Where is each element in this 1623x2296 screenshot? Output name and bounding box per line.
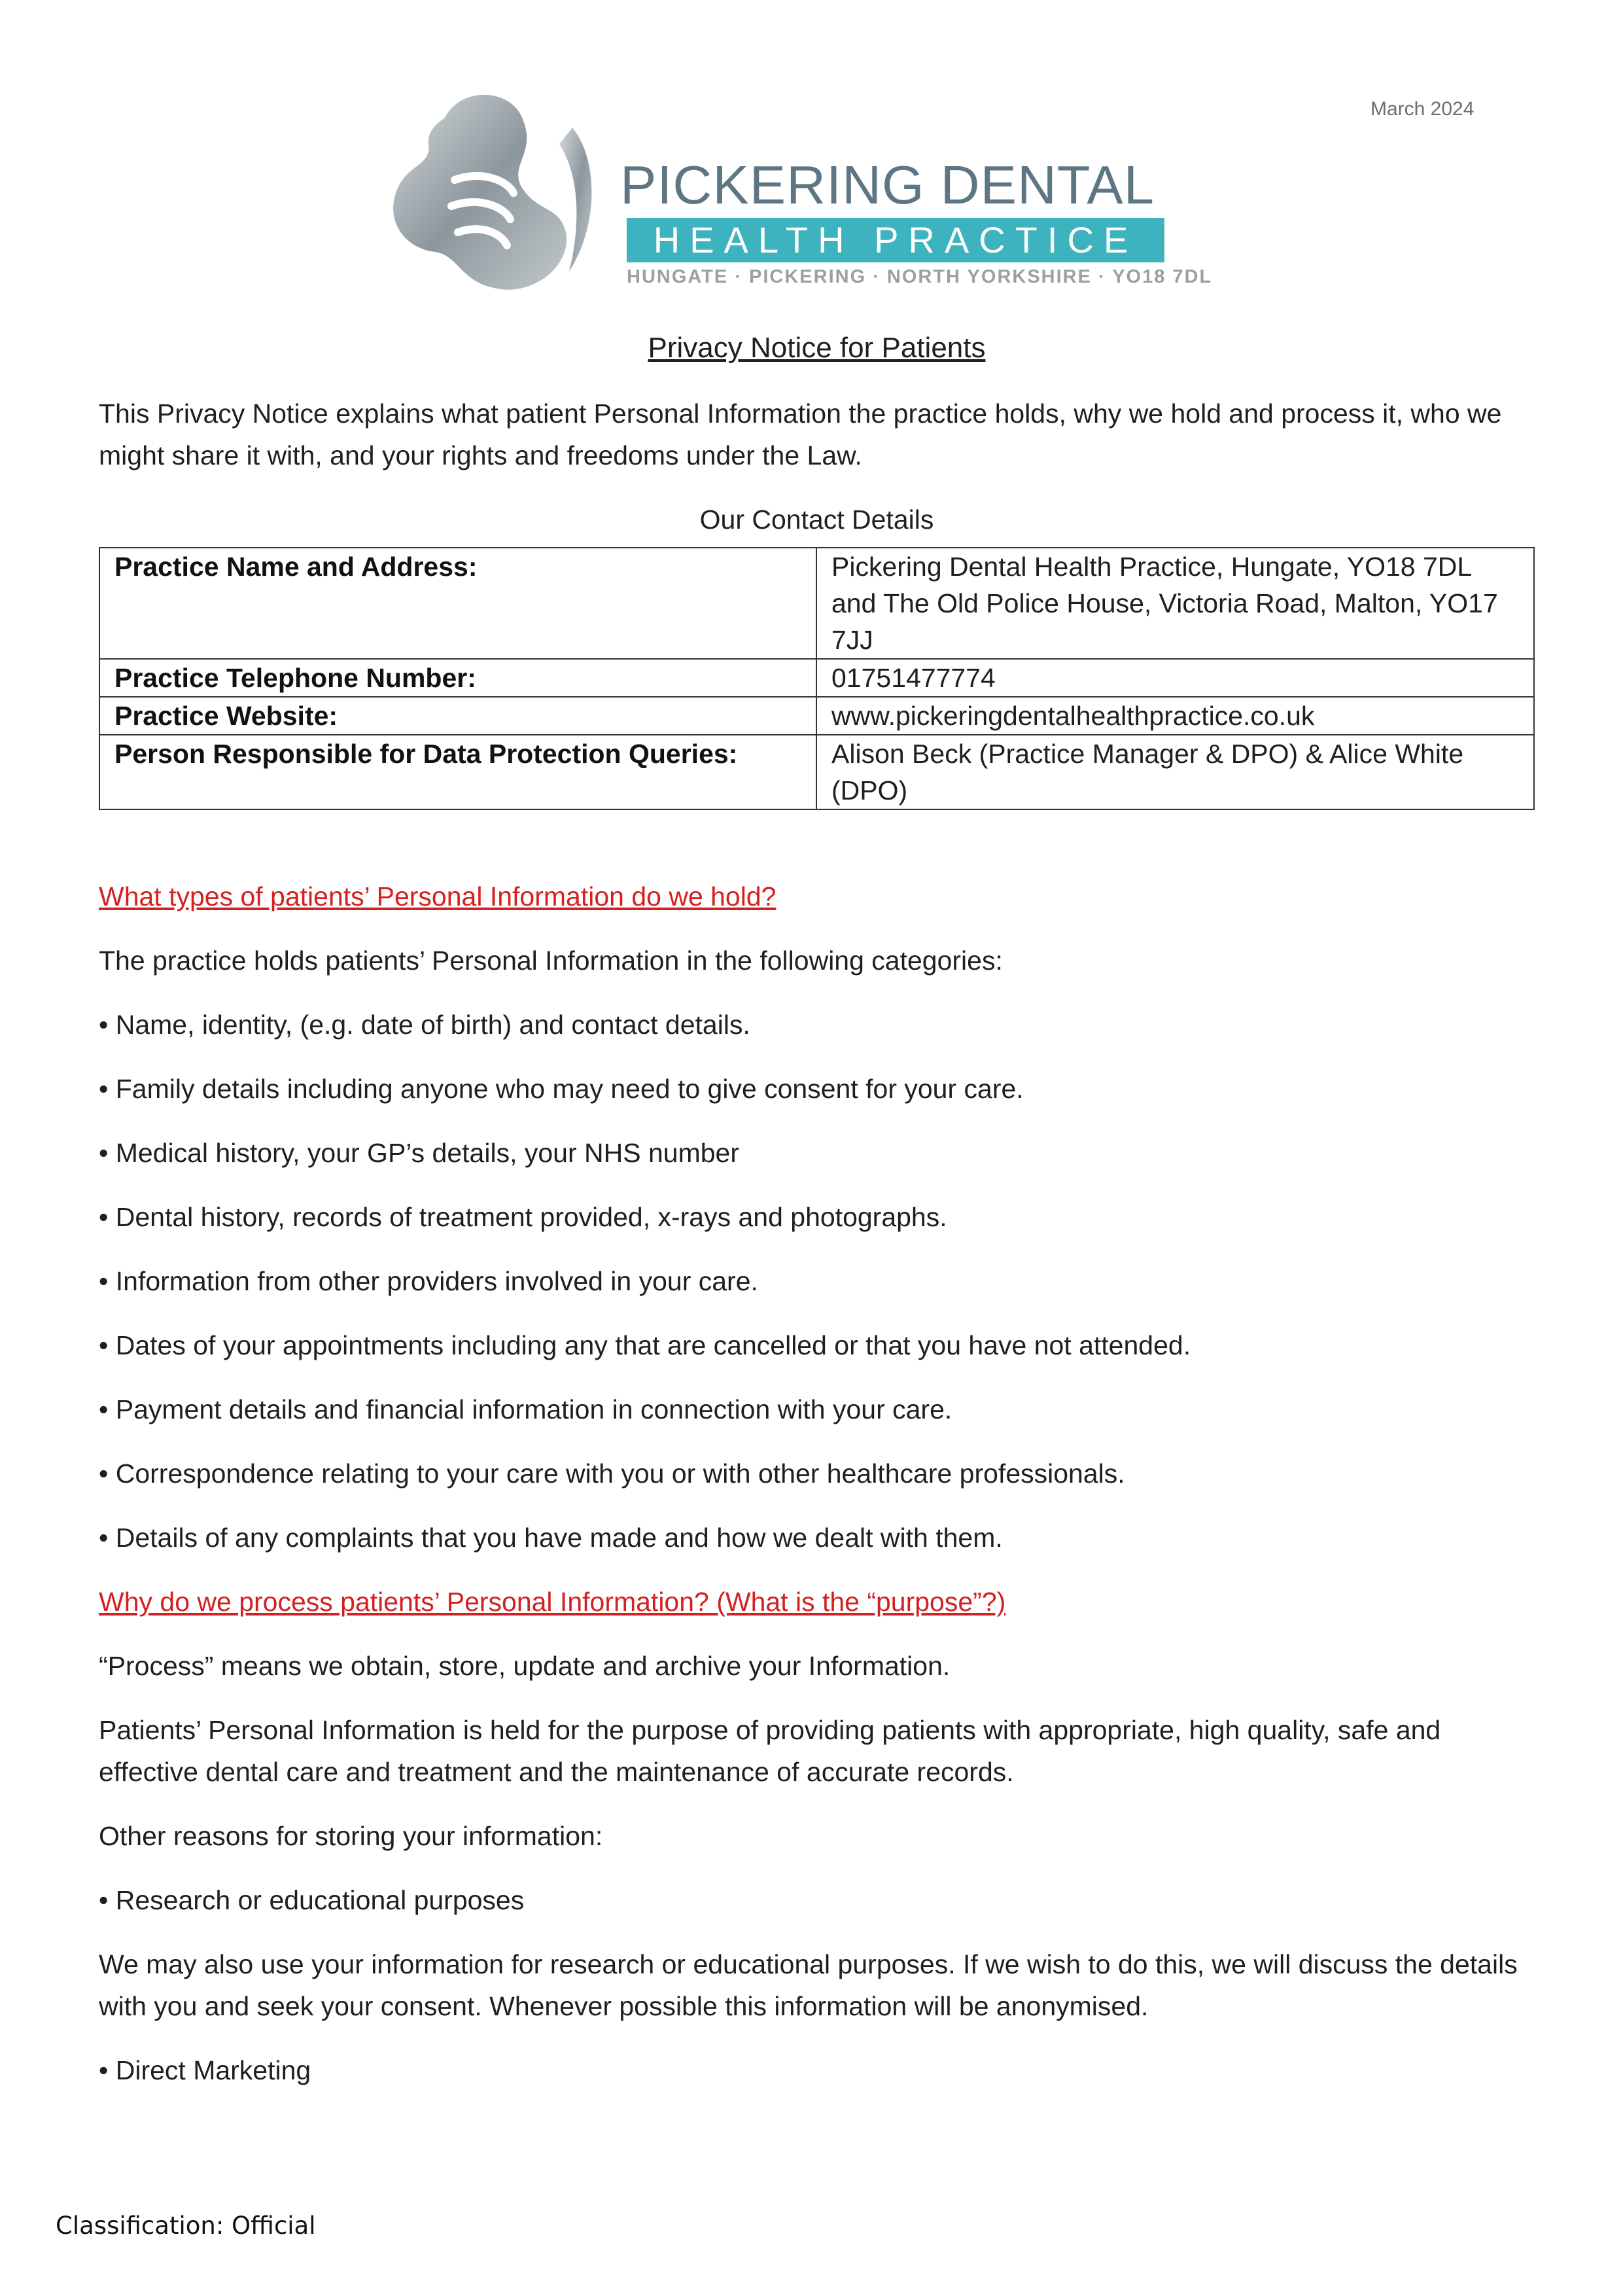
list-item: • Information from other providers involved in your care. <box>99 1266 758 1296</box>
section-intro: The practice holds patients’ Personal Information in the following categories: <box>99 945 1003 976</box>
list-item: • Correspondence relating to your care with you or with other healthcare professionals. <box>99 1458 1125 1489</box>
paragraph: We may also use your information for research or educational purposes. If we wish to do this, we will discuss the details with you and seek your consent. Whenever possible this information will be anonymised. <box>99 1949 1518 2021</box>
logo-tagline: HEALTH PRACTICE <box>653 219 1138 260</box>
list-item: • Name, identity, (e.g. date of birth) and contact details. <box>99 1010 750 1040</box>
section-heading-what-we-hold: What types of patients’ Personal Information do we hold? <box>99 881 777 911</box>
list-item: • Dental history, records of treatment provided, x-rays and photographs. <box>99 1202 947 1232</box>
contact-label: Practice Website: <box>99 697 816 735</box>
list-item: • Direct Marketing <box>99 2055 311 2085</box>
classification-footer: Classification: Official <box>56 2212 316 2240</box>
list-item: • Payment details and financial information in connection with your care. <box>99 1394 952 1424</box>
document-date: March 2024 <box>1370 98 1475 120</box>
paragraph: “Process” means we obtain, store, update and archive your Information. <box>99 1651 951 1681</box>
table-row <box>99 548 1534 659</box>
logo-tagline-band <box>627 218 1164 262</box>
contact-label: Person Responsible for Data Protection Queries: <box>99 735 816 809</box>
list-item: • Details of any complaints that you have made and how we dealt with them. <box>99 1523 1003 1553</box>
section-heading-purpose: Why do we process patients’ Personal Information? (What is the “purpose”?) <box>99 1587 1006 1617</box>
contact-label: Practice Telephone Number: <box>99 659 816 697</box>
table-row <box>99 659 1534 697</box>
document-body <box>99 327 1535 2113</box>
table-row <box>99 735 1534 809</box>
contact-value: www.pickeringdentalhealthpractice.co.uk <box>816 697 1534 735</box>
list-item: • Family details including anyone who may need to give consent for your care. <box>99 1074 1024 1104</box>
paragraph: Other reasons for storing your information: <box>99 1821 603 1851</box>
table-row <box>99 697 1534 735</box>
practice-logo <box>383 82 1213 308</box>
logo-emblem-icon <box>383 82 605 308</box>
contact-table <box>99 547 1535 810</box>
list-item: • Dates of your appointments including any that are cancelled or that you have not attended. <box>99 1330 1191 1360</box>
contact-label: Practice Name and Address: <box>99 548 816 659</box>
list-item: • Medical history, your GP’s details, your NHS number <box>99 1138 739 1168</box>
intro-paragraph: This Privacy Notice explains what patient Personal Information the practice holds, why we hold and process it, who we might share it with, and your rights and freedoms under the Law. <box>99 398 1502 470</box>
page-title: Privacy Notice for Patients <box>648 332 986 364</box>
paragraph: Patients’ Personal Information is held for the purpose of providing patients with appropriate, high quality, safe and effective dental care and treatment and the maintenance of accurate records. <box>99 1715 1441 1787</box>
contact-heading: Our Contact Details <box>699 504 934 535</box>
contact-value: 01751477774 <box>816 659 1534 697</box>
logo-name: PICKERING DENTAL <box>620 154 1155 215</box>
contact-value: Pickering Dental Health Practice, Hungate, YO18 7DL and The Old Police House, Victoria Road, Malton, YO17 7JJ <box>816 548 1534 659</box>
list-item: • Research or educational purposes <box>99 1885 525 1915</box>
logo-address: HUNGATE · PICKERING · NORTH YORKSHIRE · YO18 7DL <box>627 266 1213 287</box>
contact-value: Alison Beck (Practice Manager & DPO) & Alice White (DPO) <box>816 735 1534 809</box>
